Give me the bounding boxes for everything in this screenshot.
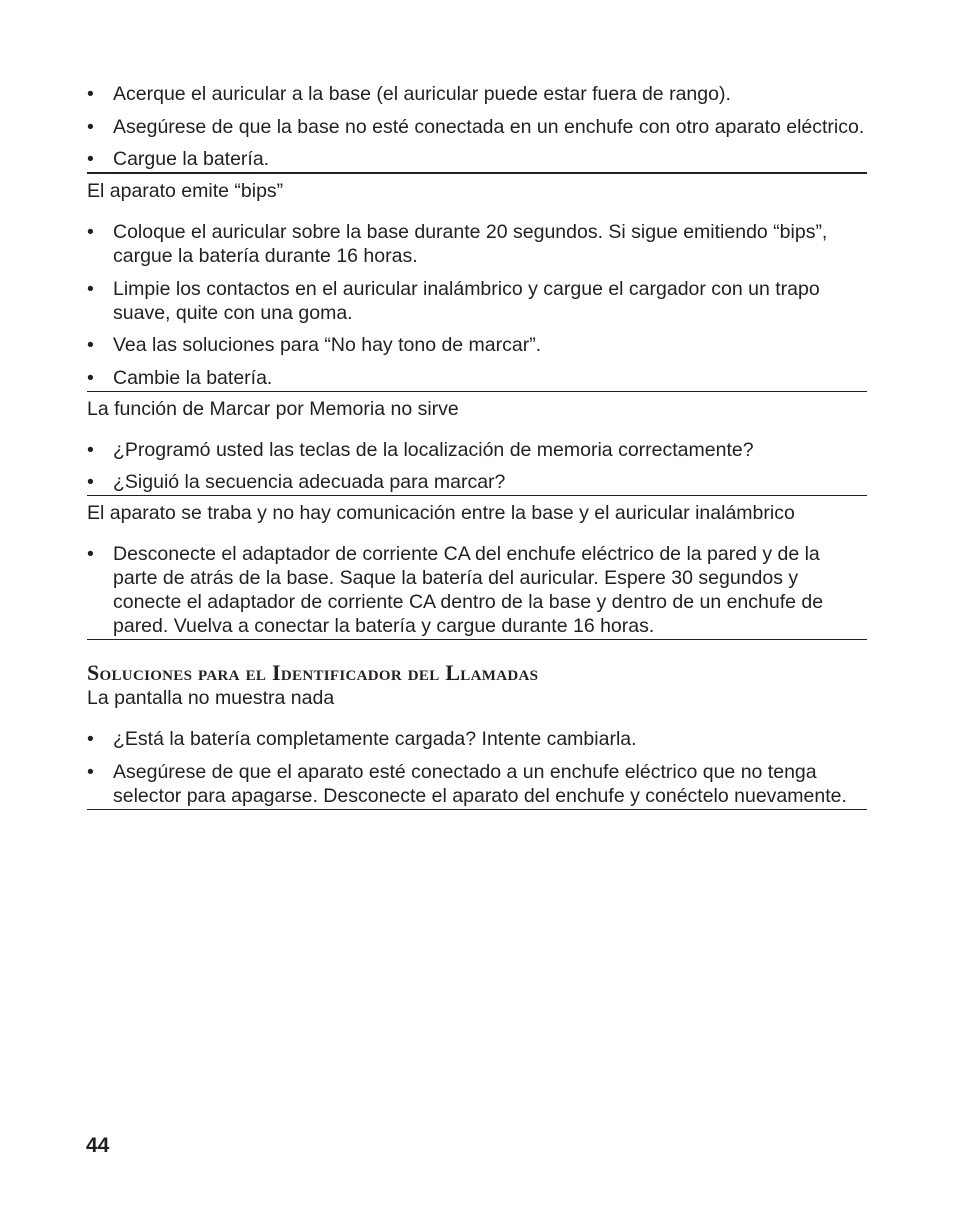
bullet-icon: • xyxy=(87,471,94,493)
troubleshooting-content xyxy=(87,82,867,810)
list-item xyxy=(87,542,867,638)
bullet-icon: • xyxy=(87,148,94,170)
problem-heading-blank-display: La pantalla no muestra nada xyxy=(87,687,335,709)
bullet-icon: • xyxy=(87,115,94,138)
bullet-icon: • xyxy=(87,728,94,750)
list-item-text: Asegúrese de que el aparato esté conectado a un enchufe eléctrico que no tenga selector para apagarse. Desconecte el aparato del enchufe y conéctelo nuevamente. xyxy=(113,760,847,807)
bullet-list-memory-dial xyxy=(87,438,867,495)
bullet-list-blank-display xyxy=(87,727,867,808)
divider xyxy=(87,172,867,174)
list-item-text: Limpie los contactos en el auricular inalámbrico y cargue el cargador con un trapo suave, quite con una goma. xyxy=(113,277,820,324)
list-item-text: ¿Está la batería completamente cargada? Intente cambiarla. xyxy=(113,728,637,750)
page-number: 44 xyxy=(86,1134,110,1157)
bullet-list-lockup xyxy=(87,542,867,638)
bullet-icon: • xyxy=(87,83,94,105)
list-item xyxy=(87,760,867,808)
divider xyxy=(87,495,867,496)
divider xyxy=(87,639,867,640)
list-item-text: Desconecte el adaptador de corriente CA del enchufe eléctrico de la pared y de la parte de atrás de la base. Saque la batería del auricular. Espere 30 segundos y conecte el adaptador de corriente CA dentro de la base y dentro de un enchufe de pared. Vuelva a conectar la batería y cargue durante 16 horas. xyxy=(113,543,824,637)
divider xyxy=(87,809,867,810)
divider xyxy=(87,391,867,392)
bullet-list-range xyxy=(87,82,867,171)
problem-heading-memory-dial: La función de Marcar por Memoria no sirve xyxy=(87,397,459,420)
bullet-icon: • xyxy=(87,277,94,300)
list-item-text: ¿Siguió la secuencia adecuada para marcar? xyxy=(113,471,506,493)
problem-heading-beeps: El aparato emite “bips” xyxy=(87,180,284,202)
bullet-icon: • xyxy=(87,334,94,356)
list-item xyxy=(87,727,867,751)
bullet-list-beeps xyxy=(87,220,867,390)
list-item-text: Asegúrese de que la base no esté conectada en un enchufe con otro aparato eléctrico. xyxy=(113,115,865,138)
list-item-text: ¿Programó usted las teclas de la localización de memoria correctamente? xyxy=(113,438,754,461)
problem-heading-lockup: El aparato se traba y no hay comunicación entre la base y el auricular inalámbrico xyxy=(87,502,795,524)
list-item xyxy=(87,470,867,494)
list-item xyxy=(87,438,867,462)
list-item-text: Cargue la batería. xyxy=(113,148,270,170)
bullet-icon: • xyxy=(87,221,94,243)
section-title-caller-id: Soluciones para el Identificador del Llamadas xyxy=(87,660,539,685)
list-item-text: Acerque el auricular a la base (el auricular puede estar fuera de rango). xyxy=(113,83,731,105)
list-item xyxy=(87,147,867,171)
list-item xyxy=(87,82,867,106)
list-item xyxy=(87,366,867,390)
list-item-text: Vea las soluciones para “No hay tono de marcar”. xyxy=(113,334,542,356)
bullet-icon: • xyxy=(87,438,94,461)
bullet-icon: • xyxy=(87,760,94,783)
list-item-text: Coloque el auricular sobre la base durante 20 segundos. Si sigue emitiendo “bips”, cargue la batería durante 16 horas. xyxy=(113,221,828,267)
list-item xyxy=(87,333,867,357)
list-item-text: Cambie la batería. xyxy=(113,366,273,389)
list-item xyxy=(87,220,867,268)
bullet-icon: • xyxy=(87,366,94,389)
bullet-icon: • xyxy=(87,543,94,565)
list-item xyxy=(87,115,867,139)
list-item xyxy=(87,277,867,325)
